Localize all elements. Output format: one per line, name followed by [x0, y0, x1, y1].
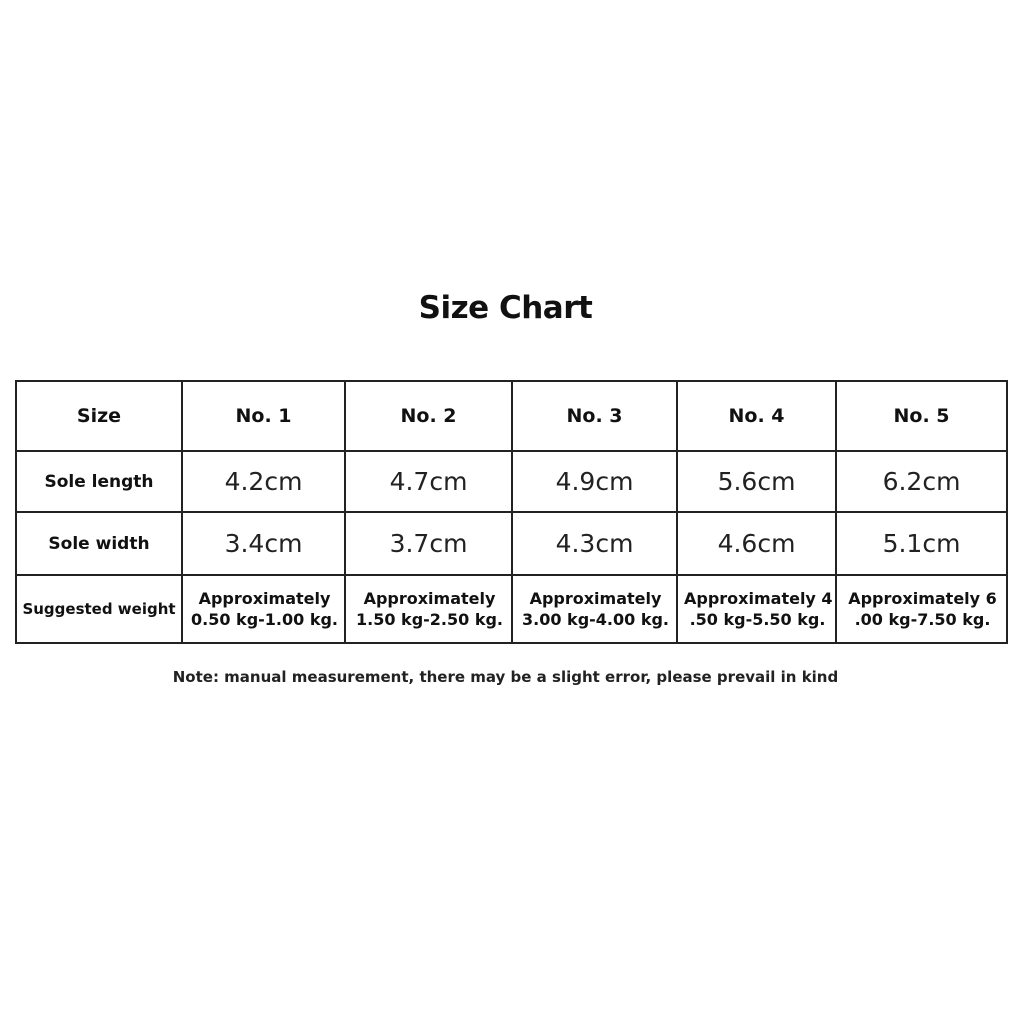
- table-row-suggested-weight: [16, 575, 1007, 643]
- weight-line-1: Approximately 4: [684, 589, 833, 608]
- sole-length-value: 4.9cm: [512, 451, 677, 512]
- weight-line-2: 0.50 kg-1.00 kg.: [191, 610, 338, 629]
- table-header-row: [16, 381, 1007, 451]
- suggested-weight-value: [836, 575, 1007, 643]
- weight-line-2: 3.00 kg-4.00 kg.: [522, 610, 669, 629]
- weight-line-1: Approximately: [198, 589, 331, 608]
- weight-line-1: Approximately 6: [848, 589, 997, 608]
- header-cell-no-5: No. 5: [836, 381, 1007, 451]
- weight-line-1: Approximately: [529, 589, 662, 608]
- suggested-weight-value: [512, 575, 677, 643]
- row-label-sole-length: Sole length: [16, 451, 182, 512]
- weight-line-1: Approximately: [363, 589, 496, 608]
- header-cell-no-3: No. 3: [512, 381, 677, 451]
- sole-length-value: 5.6cm: [677, 451, 836, 512]
- measurement-note: Note: manual measurement, there may be a slight error, please prevail in kind: [172, 668, 839, 686]
- sole-width-value: 4.3cm: [512, 512, 677, 575]
- header-cell-no-1: No. 1: [182, 381, 345, 451]
- sole-length-value: 4.7cm: [345, 451, 512, 512]
- row-label-suggested-weight: Suggested weight: [16, 575, 182, 643]
- weight-line-2: .00 kg-7.50 kg.: [854, 610, 991, 629]
- table-row-sole-width: [16, 512, 1007, 575]
- sole-width-value: 4.6cm: [677, 512, 836, 575]
- sole-width-value: 5.1cm: [836, 512, 1007, 575]
- header-cell-no-2: No. 2: [345, 381, 512, 451]
- page-title: Size Chart: [418, 290, 593, 326]
- size-chart-table: [15, 380, 1008, 644]
- suggested-weight-value: [345, 575, 512, 643]
- sole-length-value: 6.2cm: [836, 451, 1007, 512]
- header-cell-no-4: No. 4: [677, 381, 836, 451]
- row-label-sole-width: Sole width: [16, 512, 182, 575]
- header-cell-size: Size: [16, 381, 182, 451]
- suggested-weight-value: [677, 575, 836, 643]
- weight-line-2: .50 kg-5.50 kg.: [689, 610, 826, 629]
- table-row-sole-length: [16, 451, 1007, 512]
- weight-line-2: 1.50 kg-2.50 kg.: [356, 610, 503, 629]
- sole-length-value: 4.2cm: [182, 451, 345, 512]
- sole-width-value: 3.7cm: [345, 512, 512, 575]
- sole-width-value: 3.4cm: [182, 512, 345, 575]
- suggested-weight-value: [182, 575, 345, 643]
